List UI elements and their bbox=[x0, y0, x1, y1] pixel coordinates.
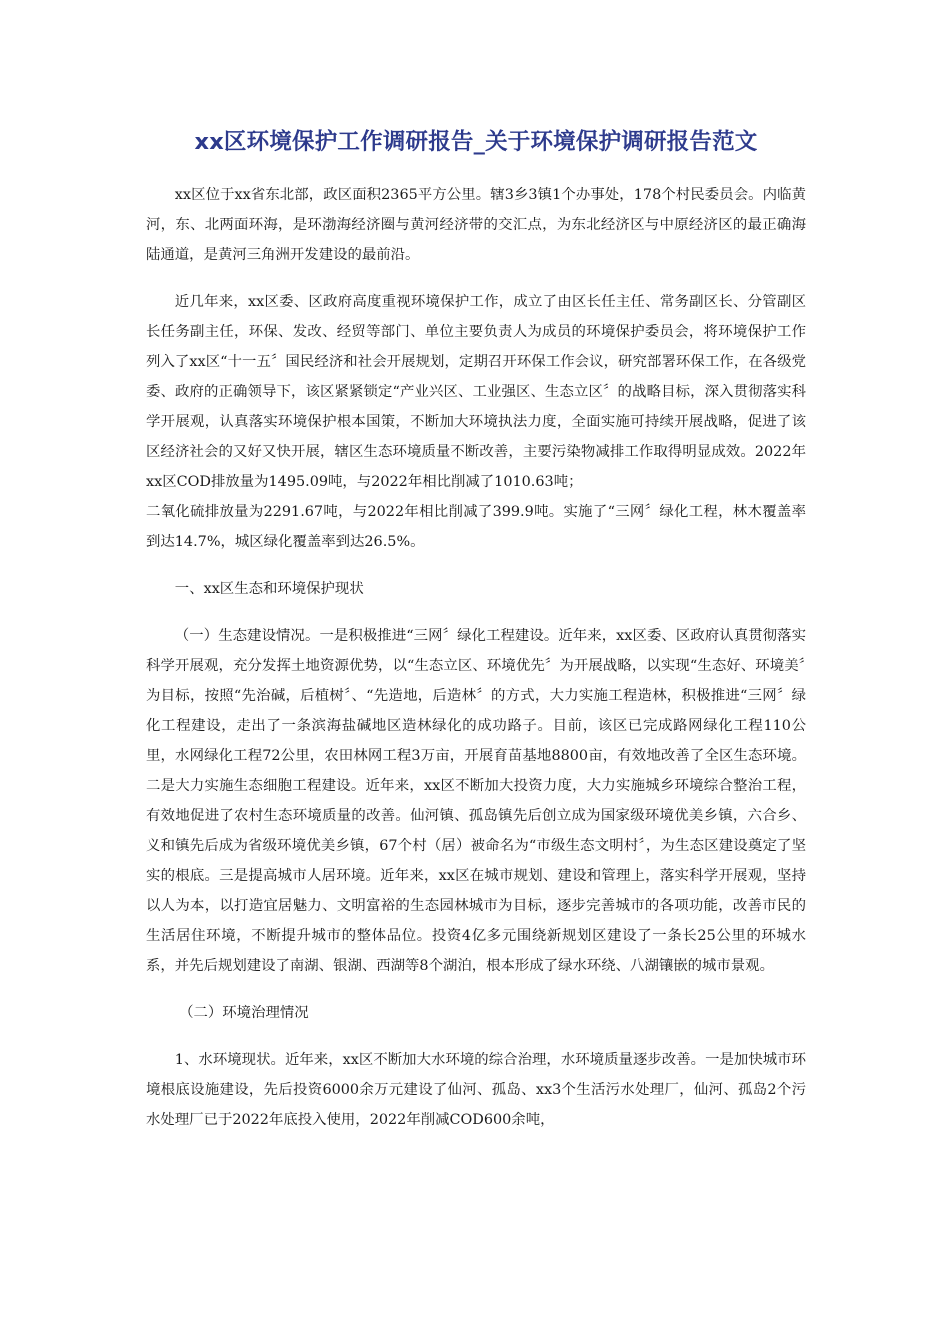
document-page bbox=[146, 128, 806, 1152]
paragraph-ecology: （一）生态建设情况。一是积极推进“三网〞绿化工程建设。近年来，xx区委、区政府认真贯彻落实科学开展观，充分发挥土地资源优势，以“生态立区、环境优先〞为开展战略，以实现“生态好、环境美〞为目标，按照“先治碱，后植树〞、“先造地，后造林〞的方式，大力实施工程造林，积极推进“三网〞绿化工程建设，走出了一条滨海盐碱地区造林绿化的成功路子。目前，该区已完成路网绿化工程110公里，水网绿化工程72公里，农田林网工程3万亩，开展育苗基地8800亩，有效地改善了全区生态环境。二是大力实施生态细胞工程建设。近年来，xx区不断加大投资力度，大力实施城乡环境综合整治工程，有效地促进了农村生态环境质量的改善。仙河镇、孤岛镇先后创立成为国家级环境优美乡镇，六合乡、义和镇先后成为省级环境优美乡镇，67个村（居）被命名为“市级生态文明村〞，为生态区建设奠定了坚实的根底。三是提高城市人居环境。近年来，xx区在城市规划、建设和管理上，落实科学开展观，坚持以人为本，以打造宜居魅力、文明富裕的生态园林城市为目标，逐步完善城市的各项功能，改善市民的生活居住环境，不断提升城市的整体品位。投资4亿多元围绕新规划区建设了一条长25公里的环城水系，并先后规划建设了南湖、银湖、西湖等8个湖泊，根本形成了绿水环绕、八湖镶嵌的城市景观。 bbox=[146, 628, 806, 975]
subsection-heading-governance: （二）环境治理情况 bbox=[179, 1005, 309, 1022]
paragraph-emissions: 二氧化硫排放量为2291.67吨，与2022年相比削减了399.9吨。实施了“三网〞绿化工程，林木覆盖率到达14.7%，城区绿化覆盖率到达26.5%。 bbox=[146, 504, 806, 551]
section-heading-status: 一、xx区生态和环境保护现状 bbox=[174, 581, 364, 598]
paragraph-water: 1、水环境现状。近年来，xx区不断加大水环境的综合治理，水环境质量逐步改善。一是加快城市环境根底设施建设，先后投资6000余万元建设了仙河、孤岛、xx3个生活污水处理厂，仙河、孤岛2个污水处理厂已于2022年底投入使用，2022年削减COD600余吨， bbox=[146, 1052, 806, 1129]
paragraph-overview: 近几年来，xx区委、区政府高度重视环境保护工作，成立了由区长任主任、常务副区长、分管副区长任务副主任，环保、发改、经贸等部门、单位主要负责人为成员的环境保护委员会，将环境保护工作列入了xx区“十一五〞国民经济和社会开展规划，定期召开环保工作会议，研究部署环保工作，在各级党委、政府的正确领导下，该区紧紧锁定“产业兴区、工业强区、生态立区〞的战略目标，深入贯彻落实科学开展观，认真落实环境保护根本国策，不断加大环境执法力度，全面实施可持续开展战略，促进了该区经济社会的又好又快开展，辖区生态环境质量不断改善，主要污染物减排工作取得明显成效。2022年xx区COD排放量为1495.09吨，与2022年相比削减了1010.63吨； bbox=[146, 294, 806, 491]
paragraph-location: xx区位于xx省东北部，政区面积2365平方公里。辖3乡3镇1个办事处，178个村民委员会。内临黄河，东、北两面环海，是环渤海经济圈与黄河经济带的交汇点，为东北经济区与中原经济区的最正确海陆通道，是黄河三角洲开发建设的最前沿。 bbox=[146, 187, 806, 264]
document-title: xx区环境保护工作调研报告_关于环境保护调研报告范文 bbox=[194, 129, 758, 155]
